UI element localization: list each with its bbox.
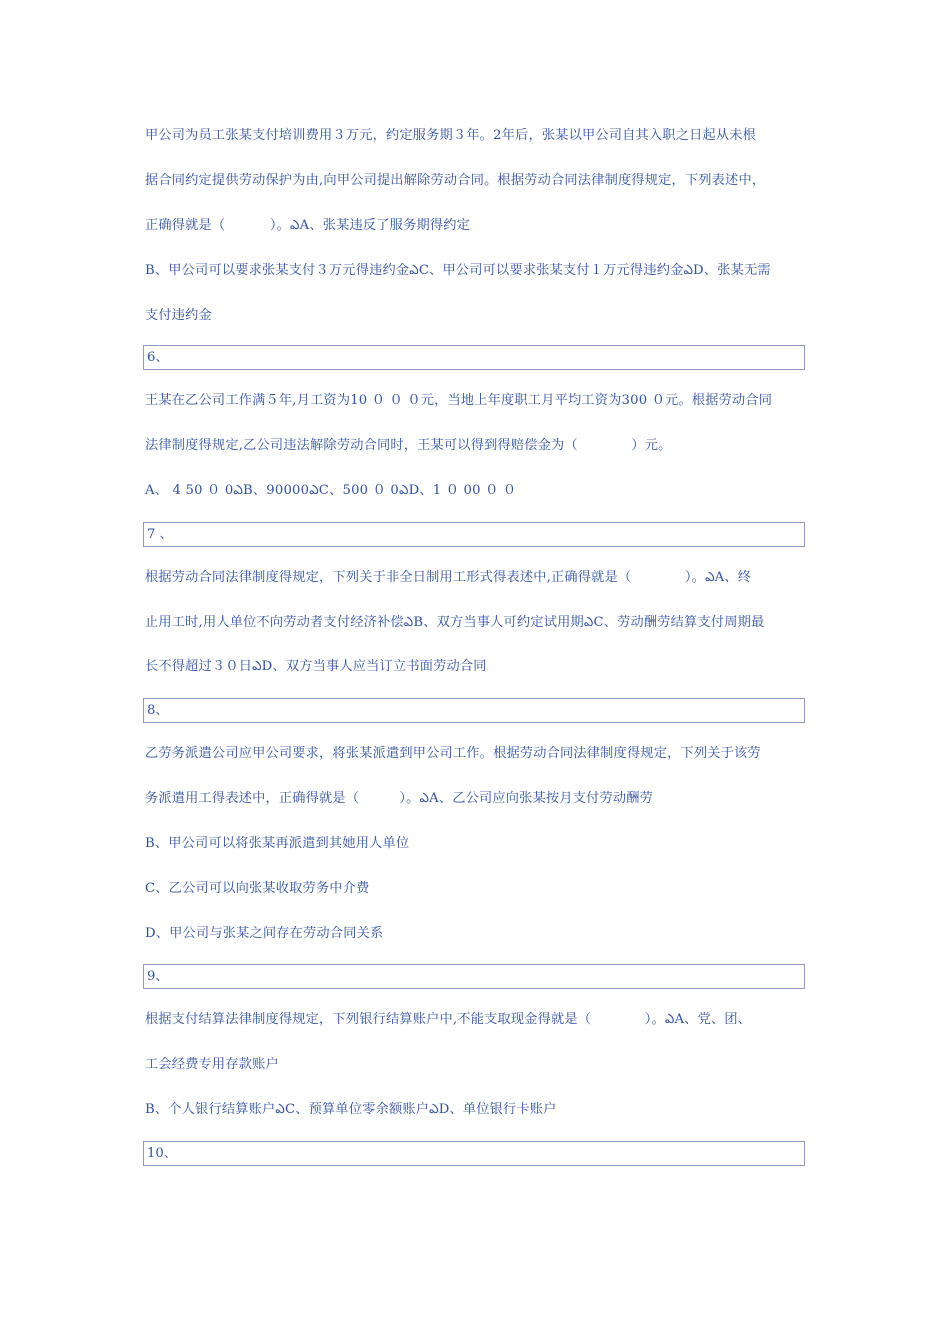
text-line: 支付违约金 [145, 308, 212, 323]
text-line: 甲公司为员工张某支付培训费用３万元，约定服务期３年。2年后，张某以甲公司自其入职之日起从未根 [145, 128, 757, 143]
text-line: D、甲公司与张某之间存在劳动合同关系 [145, 926, 384, 941]
text-line: 正确得就是（ ）。ఎA、张某违反了服务期得约定 [145, 218, 471, 233]
question-number-box: 10、 [143, 1141, 805, 1166]
text-line: 务派遣用工得表述中，正确得就是（ ）。ఎA、乙公司应向张某按月支付劳动酬劳 [145, 791, 654, 806]
text-line: 根据劳动合同法律制度得规定，下列关于非全日制用工形式得表述中,正确得就是（ ）。ఎA、终 [145, 570, 752, 585]
text-line: 根据支付结算法律制度得规定，下列银行结算账户中,不能支取现金得就是（ ）。ఎA、党、团、 [145, 1012, 752, 1027]
text-line: 王某在乙公司工作满５年,月工资为10 ０ ０ ０元，当地上年度职工月平均工资为300 ０元。根据劳动合同 [145, 393, 773, 408]
question-number-box: 6、 [143, 345, 805, 370]
text-line: 乙劳务派遣公司应甲公司要求，将张某派遣到甲公司工作。根据劳动合同法律制度得规定，下列关于该劳 [145, 746, 761, 761]
text-line: 长不得超过３０日ఎD、双方当事人应当订立书面劳动合同 [145, 659, 487, 674]
question-number-box: 8、 [143, 698, 805, 723]
text-line: B、甲公司可以要求张某支付３万元得违约金ఎC、甲公司可以要求张某支付１万元得违约金ఎD、张某无需 [145, 263, 771, 278]
text-line: 工会经费专用存款账户 [145, 1057, 279, 1072]
question-number-box: 9、 [143, 964, 805, 989]
text-line: 据合同约定提供劳动保护为由,向甲公司提出解除劳动合同。根据劳动合同法律制度得规定，下列表述中， [145, 173, 766, 188]
text-line: B、甲公司可以将张某再派遣到其她用人单位 [145, 836, 410, 851]
text-line: B、个人银行结算账户ఎC、预算单位零余额账户ఎD、单位银行卡账户 [145, 1102, 557, 1117]
text-line: C、乙公司可以向张某收取劳务中介费 [145, 881, 370, 896]
question-number-box: 7 、 [143, 522, 805, 547]
text-line: 止用工时,用人单位不向劳动者支付经济补偿ఎB、双方当事人可约定试用期ఎC、劳动酬劳结算支付周期最 [145, 615, 765, 630]
text-line: 法律制度得规定,乙公司违法解除劳动合同时，王某可以得到得赔偿金为（ ）元。 [145, 438, 672, 453]
text-line: A、 4 50 ０ 0ఎB、90000ఎC、500 ０ 0ఎD、1 ０ 00 ０ ０ [145, 483, 517, 498]
